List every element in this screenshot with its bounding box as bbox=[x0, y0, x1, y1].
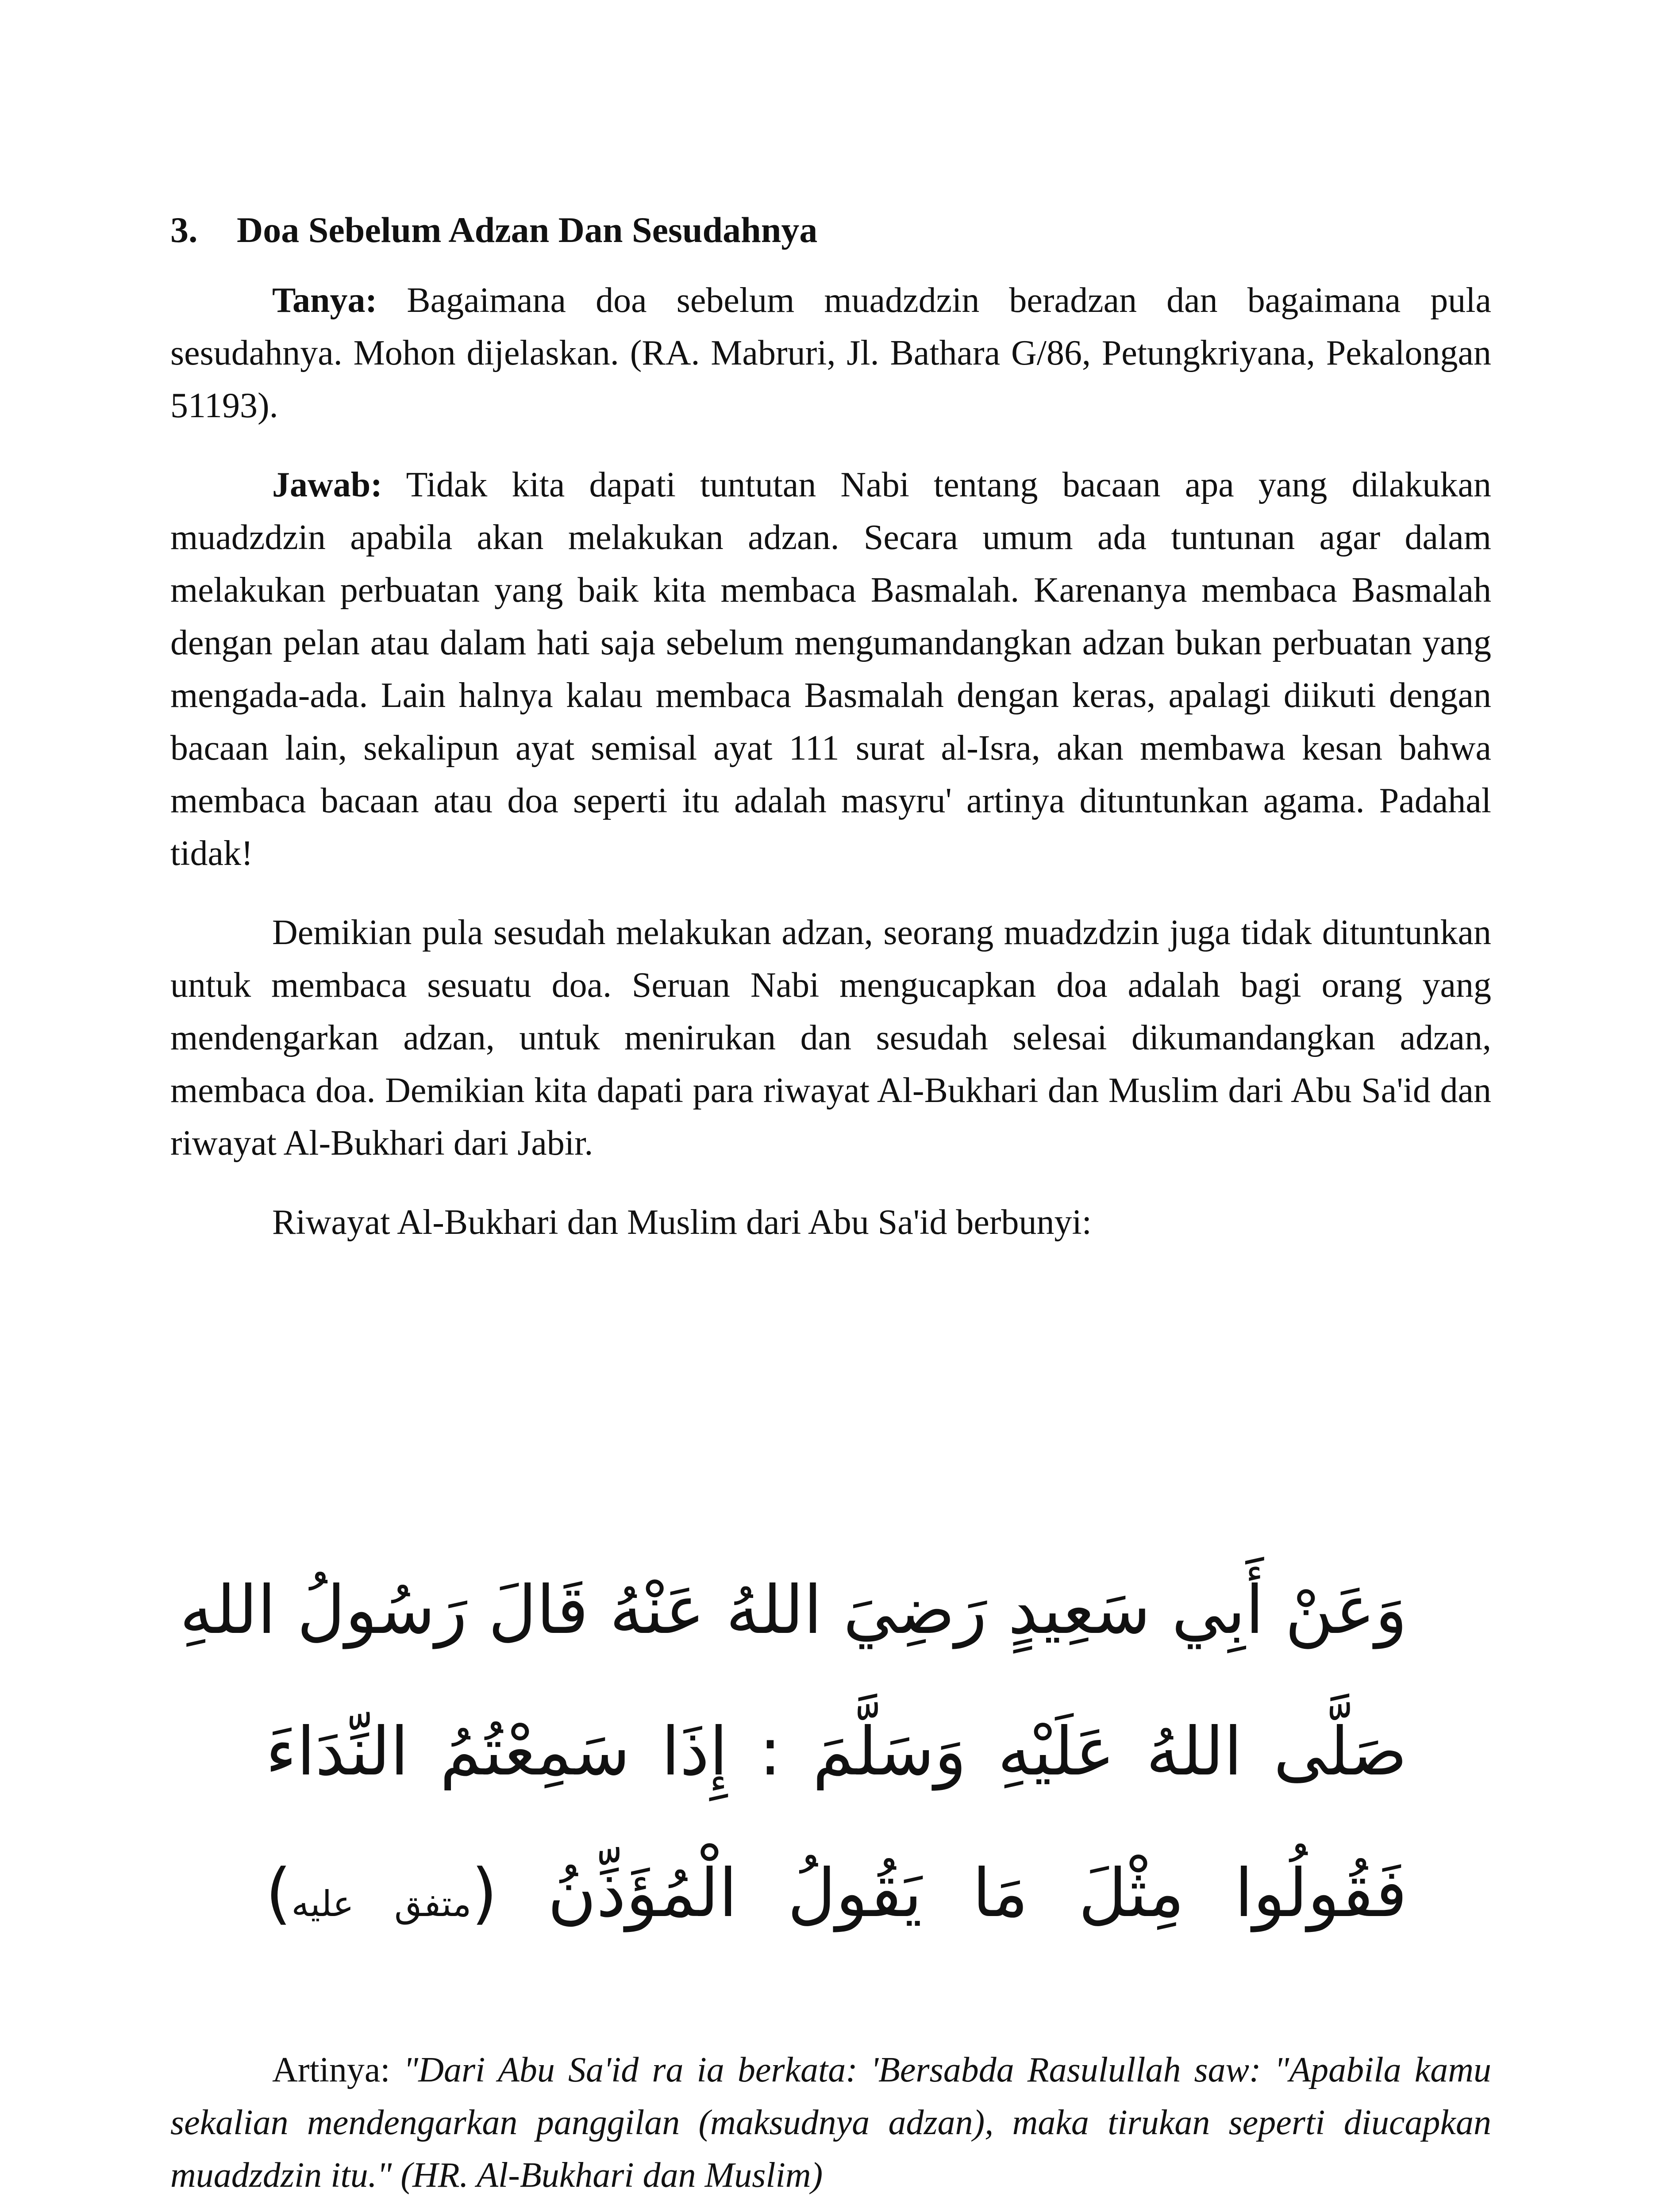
answer-label: Jawab: bbox=[272, 465, 382, 504]
section-number: 3. bbox=[170, 210, 198, 250]
arabic-note-close: ) bbox=[266, 1855, 292, 1932]
arabic-line-3-text: فَقُولُوا مِثْلَ مَا يَقُولُ الْمُؤَذِّنُ bbox=[547, 1855, 1407, 1932]
question-paragraph bbox=[170, 274, 1491, 432]
paragraph-after-adzan: Demikian pula sesudah melakukan adzan, seorang muadzdzin juga tidak dituntunkan untuk membaca sesuatu doa. Seruan Nabi mengucapkan doa adalah bagi orang yang mendengarkan adzan, untuk menirukan dan sesudah selesai dikumandangkan adzan, membaca doa. Demikian kita dapati para riwayat Al-Bukhari dan Muslim dari Abu Sa'id dan riwayat Al-Bukhari dari Jabir. bbox=[170, 913, 1491, 1163]
page-body bbox=[170, 204, 1491, 1249]
spacer bbox=[170, 432, 1491, 459]
answer-text: Tidak kita dapati tuntutan Nabi tentang bacaan apa yang dilakukan muadzdzin apabila akan melakukan adzan. Secara umum ada tuntunan agar dalam melakukan perbuatan yang baik kita membaca Basmalah. Karenanya membaca Basmalah dengan pelan atau dalam hati saja sebelum mengumandangkan adzan bukan perbuatan yang mengada-ada. Lain halnya kalau membaca Basmalah dengan keras, apalagi diikuti dengan bacaan lain, sekalipun ayat semisal ayat 111 surat al-Isra, akan membawa kesan bahwa membaca bacaan atau doa seperti itu adalah masyru' artinya dituntunkan agama. Padahal tidak! bbox=[170, 465, 1491, 873]
paragraph-hadith-intro: Riwayat Al-Bukhari dan Muslim dari Abu Sa'id berbunyi: bbox=[272, 1203, 1092, 1242]
arabic-note-open: ( bbox=[471, 1855, 497, 1932]
question-label: Tanya: bbox=[272, 281, 377, 320]
question-text: Bagaimana doa sebelum muadzdzin beradzan dan bagaimana pula sesudahnya. Mohon dijelaskan. (RA. Mabruri, Jl. Bathara G/86, Petungkriyana, Pekalongan 51193). bbox=[170, 281, 1491, 425]
spacer bbox=[170, 880, 1491, 906]
arabic-line-1: وَعَنْ أَبِي سَعِيدٍ رَضِيَ اللهُ عَنْهُ قَالَ رَسُولُ اللهِ bbox=[180, 1572, 1407, 1649]
section-title: Doa Sebelum Adzan Dan Sesudahnya bbox=[237, 210, 818, 250]
arabic-hadith bbox=[180, 1540, 1407, 1975]
translation-paragraph bbox=[170, 2044, 1491, 2202]
section-heading bbox=[170, 204, 1491, 257]
answer-paragraph bbox=[170, 459, 1491, 880]
spacer bbox=[170, 1170, 1491, 1196]
translation-text: "Dari Abu Sa'id ra ia berkata: 'Bersabda Rasulullah saw: "Apabila kamu sekalian mendengarkan panggilan (maksudnya adzan), maka tirukan seperti diucapkan muadzdzin itu." (HR. Al-Bukhari dan Muslim) bbox=[170, 2051, 1491, 2195]
translation-label: Artinya: bbox=[272, 2051, 404, 2089]
arabic-line-3 bbox=[266, 1823, 1407, 1975]
arabic-source-note: متفق عليه bbox=[291, 1883, 472, 1924]
arabic-line-2: صَلَّى اللهُ عَلَيْهِ وَسَلَّمَ : إِذَا سَمِعْتُمُ النِّدَاءَ bbox=[266, 1713, 1407, 1790]
